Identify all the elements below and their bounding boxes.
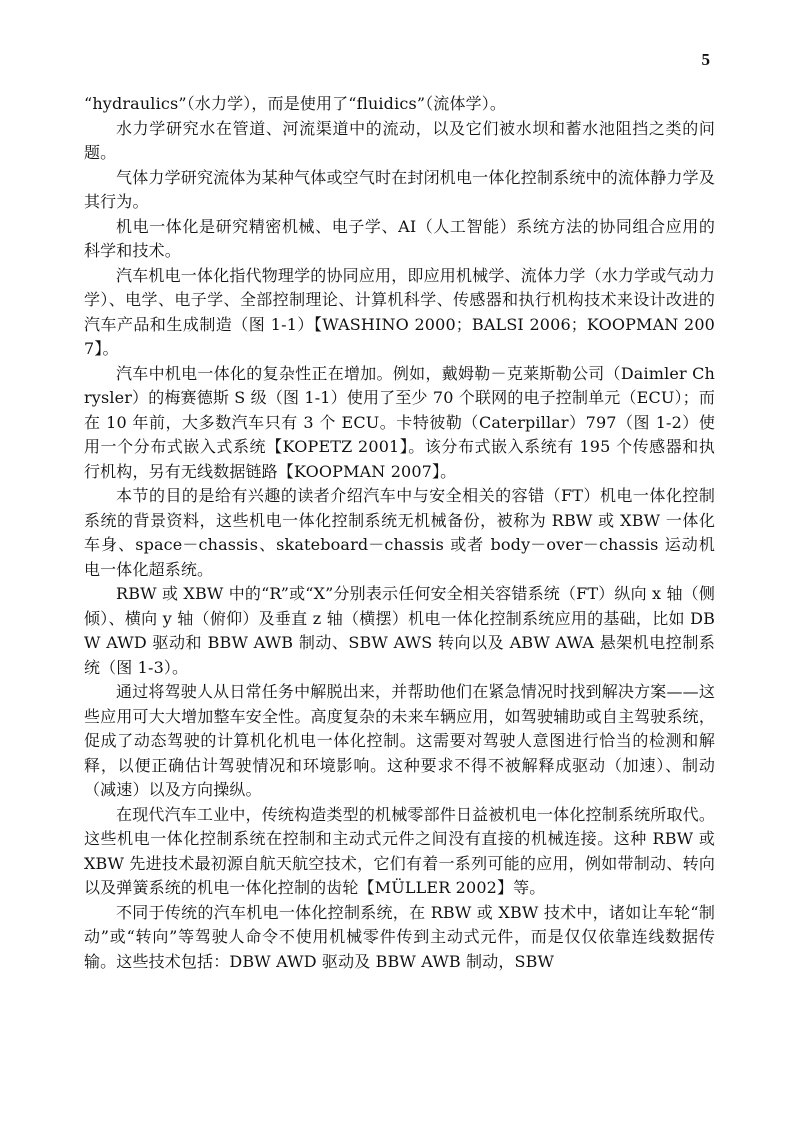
paragraph-wire-data-transmission: 不同于传统的汽车机电一体化控制系统，在 RBW 或 XBW 技术中，诸如让车轮“制动”或“转向”等驾驶人命令不使用机械零件传到主动式元件，而是仅仅依靠连线数据传输。这些技术包括：DBW AWD 驱动及 BBW AWB 制动，SBW <box>84 902 715 971</box>
paragraph-mechatronics-definition: 机电一体化是研究精密机械、电子学、AI（人工智能）系统方法的协同组合应用的科学和技术。 <box>84 216 715 260</box>
page-number: 5 <box>701 50 710 69</box>
paragraph-rbw-xbw-axes: RBW 或 XBW 中的“R”或“X”分别表示任何安全相关容错系统（FT）纵向 x 轴（侧倾）、横向 y 轴（俯仰）及垂直 z 轴（横摆）机电一体化控制系统应用的基础，比如 DBW AWD 驱动和 BBW AWB 制动、SBW AWS 转向以及 ABW AWA 悬架机电控制系统（图 1-3）。 <box>84 584 715 677</box>
paragraph-complexity-increase: 汽车中机电一体化的复杂性正在增加。例如，戴姆勒－克莱斯勒公司（Daimler Chrysler）的梅赛德斯 S 级（图 1-1）使用了至少 70 个联网的电子控制单元（ECU）；而在 10 年前，大多数汽车只有 3 个 ECU。卡特彼勒（Caterpillar）797（图 1-2）使用一个分布式嵌入式系统【KOPETZ 2001】。该分布式嵌入系统有 195 个传感器和执行机构，另有无线数据链路【KOOPMAN 2007】。 <box>84 363 715 481</box>
paragraph-driver-assistance: 通过将驾驶人从日常任务中解脱出来，并帮助他们在紧急情况时找到解决方案——这些应用可大大增加整车安全性。高度复杂的未来车辆应用，如驾驶辅助或自主驾驶系统，促成了动态驾驶的计算机化机电一体化控制。这需要对驾驶人意图进行恰当的检测和解释，以便正确估计驾驶情况和环境影响。这种要求不得不被解释成驱动（加速）、制动（减速）以及方向操纵。 <box>84 682 715 799</box>
body-text <box>84 92 715 974</box>
paragraph-automotive-mechatronics: 汽车机电一体化指代物理学的协同应用，即应用机械学、流体力学（水力学或气动力学）、电学、电子学、全部控制理论、计算机科学、传感器和执行机构技术来设计改进的汽车产品和生成制造（图 1-1）【WASHINO 2000；BALSI 2006；KOOPMAN 2007】。 <box>84 265 715 358</box>
paragraph-modern-industry: 在现代汽车工业中，传统构造类型的机械零部件日益被机电一体化控制系统所取代。这些机电一体化控制系统在控制和主动式元件之间没有直接的机械连接。这种 RBW 或 XBW 先进技术最初源自航天航空技术，它们有着一系列可能的应用，例如带制动、转向以及弹簧系统的机电一体化控制的齿轮【MÜLLER 2002】等。 <box>84 804 715 897</box>
paragraph-hydraulics-definition: 水力学研究水在管道、河流渠道中的流动，以及它们被水坝和蓄水池阻挡之类的问题。 <box>84 118 715 162</box>
paragraph-pneumatics-definition: 气体力学研究流体为某种气体或空气时在封闭机电一体化控制系统中的流体静力学及其行为。 <box>84 167 715 211</box>
paragraph-hydraulics-terms: “hydraulics”（水力学），而是使用了“fluidics”（流体学）。 <box>84 94 507 113</box>
paragraph-section-purpose: 本节的目的是给有兴趣的读者介绍汽车中与安全相关的容错（FT）机电一体化控制系统的背景资料，这些机电一体化控制系统无机械备份，被称为 RBW 或 XBW 一体化车身、space－chassis、skateboard－chassis 或者 body－over－chassis 运动机电一体化超系统。 <box>84 486 715 579</box>
